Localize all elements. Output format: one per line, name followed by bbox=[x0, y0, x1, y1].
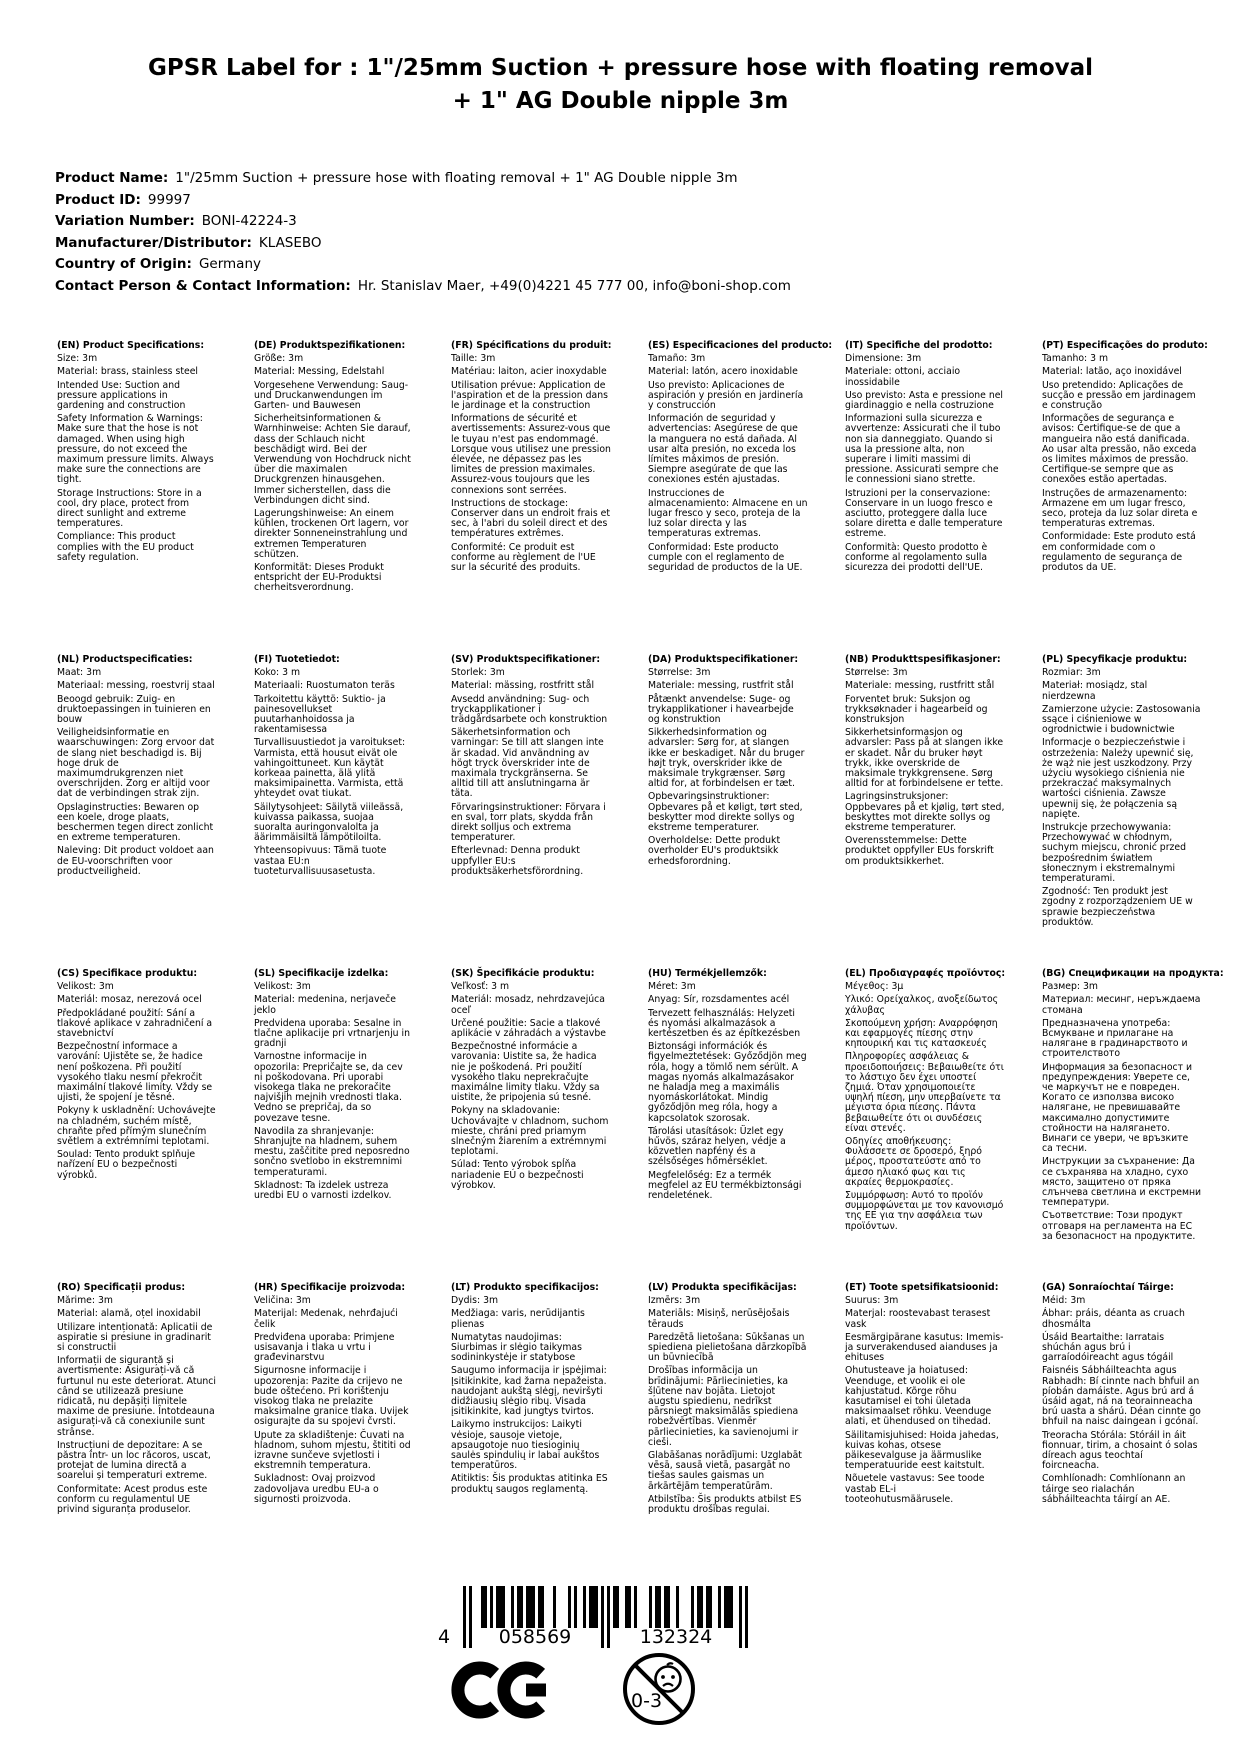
lang-block-paragraph: Conformité: Ce produit est conforme au règlement de l'UE sur la sécurité des produits. bbox=[451, 541, 596, 574]
lang-block-paragraph: Avsedd användning: Sug- och tryckapplikationer i trädgårdsarbete och konstruktion bbox=[451, 693, 608, 726]
lang-block-paragraph: Matériau: laiton, acier inoxydable bbox=[451, 366, 607, 378]
lang-block-paragraph: Opslaginstructies: Bewaren op een koele, droge plaats, beschermen tegen direct zonlicht en extreme temperaturen. bbox=[57, 801, 214, 844]
lang-block-header: (DE) Produktspezifikationen: bbox=[254, 340, 406, 351]
lang-block-paragraph: Súlad: Tento výrobok spĺňa nariadenie EÚ o bezpečnosti výrobkov. bbox=[451, 1159, 584, 1191]
lang-block-header: (DA) Produktspecifikationer: bbox=[648, 654, 799, 665]
language-grid bbox=[57, 340, 1224, 1597]
lang-block-paragraph: Koko: 3 m bbox=[254, 667, 301, 679]
lang-block-paragraph: Πληροφορίες ασφάλειας & προειδοποιήσεις: Βεβαιωθείτε ότι το λάστιχο δεν έχει υποστεί ζημιά. Όταν χρησιμοποιείτε υψηλή πίεση, μην υπερβαίνετε τα μέγιστα όρια πίεσης. Πάντα βεβαιωθείτε ότι οι συνδέσεις είναι στενές. bbox=[845, 1051, 1004, 1134]
lang-block-paragraph: Uso pretendido: Aplicações de sucção e pressão em jardinagem e construção bbox=[1042, 379, 1196, 412]
lang-block-paragraph: Úsáid Beartaithe: Iarratais shúchán agus brú i garraíodóireacht agus tógáil bbox=[1042, 1331, 1174, 1364]
lang-block-paragraph: Información de seguridad y advertencias: Asegúrese de que la manguera no está dañada. Al usar alta presión, no exceda los límites máximos de presión. Siempre asegúrate de que las conexiones estén ajustadas. bbox=[648, 413, 798, 486]
lang-block-paragraph: Méret: 3m bbox=[648, 981, 696, 993]
lang-block-paragraph: Informazioni sulla sicurezza e avvertenze: Assicurati che il tubo non sia danneggiato. Quando si usa la pressione alta, non superare i limiti massimi di pressione. Assicurati sempre che le connessioni siano strette. bbox=[845, 413, 1001, 486]
lang-block-paragraph: Materiał: mosiądz, stal nierdzewna bbox=[1042, 680, 1148, 702]
lang-block-paragraph: Размер: 3m bbox=[1042, 981, 1098, 993]
lang-block-paragraph: Størrelse: 3m bbox=[648, 667, 711, 679]
lang-block-paragraph: Lagringsinstruksjoner: Oppbevares på et kjølig, tørt sted, beskyttes mot direkte sollys og ekstreme temperaturer. bbox=[845, 791, 1005, 834]
barcode-digit-first: 4 bbox=[438, 1626, 451, 1648]
lang-block-paragraph: Conformidad: Este producto cumple con el reglamento de seguridad de productos de la UE. bbox=[648, 541, 803, 574]
lang-block-paragraph: Faisnéis Sábháilteachta agus Rabhadh: Bí cinnte nach bhfuil an píobán damáiste. Agus brú ard á úsáid agat, ná na teorainneacha brú uasta a shárú. Déan cinnte go bhfuil na naisc daingean i gcónaí. bbox=[1042, 1365, 1201, 1428]
lang-block-paragraph: Maat: 3m bbox=[57, 667, 102, 679]
lang-block-paragraph: Naleving: Dit product voldoet aan de EU-voorschriften voor productveiligheid. bbox=[57, 845, 214, 877]
lang-block-paragraph: Materiaal: messing, roestvrij staal bbox=[57, 680, 215, 692]
lang-block-paragraph: Tervezett felhasználás: Helyzeti és nyomási alkalmazások a kertészetben és az építkezésben bbox=[648, 1007, 801, 1040]
lang-block-paragraph: Størrelse: 3m bbox=[845, 667, 908, 679]
lang-block-hu bbox=[648, 969, 808, 1283]
lang-block-paragraph: Veiligheidsinformatie en waarschuwingen: Zorg ervoor dat de slang niet beschadigd is. Bij hoge druk de maximumdrukgrenzen niet overschrijden. Zorg er altijd voor dat de verbindingen strak zijn. bbox=[57, 727, 215, 800]
product-info-label: Product ID: bbox=[55, 191, 141, 208]
lang-block-paragraph: Förvaringsinstruktioner: Förvara i en sval, torr plats, skydda från direkt solljus och extrema temperaturer. bbox=[451, 801, 606, 844]
lang-block-paragraph: Instruções de armazenamento: Armazene em um lugar fresco, seco, proteja da luz solar direta e temperaturas extremas. bbox=[1042, 487, 1198, 530]
product-info-value: BONI-42224-3 bbox=[201, 213, 297, 229]
lang-block-paragraph: Numatytas naudojimas: Siurbimas ir slėgio taikymas sodininkystėje ir statybose bbox=[451, 1331, 582, 1364]
lang-block-paragraph: Bezpečnostné informácie a varovania: Uistite sa, že hadica nie je poškodená. Pri použití vysokého tlaku neprekračujte maximálne limity tlaku. Vždy sa uistite, že pripojenia sú tesné. bbox=[451, 1041, 600, 1104]
lang-block-paragraph: Forventet bruk: Suksjon og trykksøknader i hagearbeid og konstruksjon bbox=[845, 693, 988, 726]
product-info-row bbox=[55, 276, 1185, 298]
lang-block-header: (ET) Toote spetsifikatsioonid: bbox=[845, 1282, 999, 1293]
lang-block-header: (EN) Product Specifications: bbox=[57, 340, 205, 351]
lang-block-header: (SK) Špecifikácie produktu: bbox=[451, 968, 595, 979]
lang-block-paragraph: Určené použitie: Sacie a tlakové aplikácie v záhradách a výstavbe bbox=[451, 1017, 607, 1040]
barcode-digits-left: 058569 bbox=[498, 1626, 572, 1648]
lang-block-paragraph: Skladnost: Ta izdelek ustreza uredbi EU o varnosti izdelkov. bbox=[254, 1179, 392, 1202]
lang-block-paragraph: Suurus: 3m bbox=[845, 1295, 899, 1307]
product-info-value: 1"/25mm Suction + pressure hose with floating removal + 1" AG Double nipple 3m bbox=[175, 170, 738, 186]
lang-block-paragraph: Съответствие: Този продукт отговаря на регламента на ЕС за безопасност на продуктите. bbox=[1042, 1210, 1196, 1242]
lang-block-paragraph: Dydis: 3m bbox=[451, 1295, 499, 1307]
lang-block-sl bbox=[254, 969, 414, 1283]
lang-block-paragraph: Instrucțiuni de depozitare: A se păstra într- un loc răcoros, uscat, protejat de lumina directă a soarelui și temperaturi extreme. bbox=[57, 1439, 211, 1482]
product-info-value: Hr. Stanislav Maer, +49(0)4221 45 777 00, info@boni-shop.com bbox=[357, 277, 791, 294]
lang-block-da bbox=[648, 655, 808, 969]
lang-block-paragraph: Pokyny na skladovanie: Uchovávajte v chladnom, suchom mieste, chráni pred priamym slnečným žiarením a extrémnymi teplotami. bbox=[451, 1105, 609, 1158]
lang-block-paragraph: Σκοπούμενη χρήση: Αναρρόφηση και εφαρμογές πίεσης στην κηπουρική και τις κατασκευές bbox=[845, 1017, 998, 1050]
lang-block-paragraph: Materijal: Medenak, nehrđajući čelik bbox=[254, 1308, 398, 1330]
lang-block-paragraph: Soulad: Tento produkt splňuje nařízení EU o bezpečnosti výrobků. bbox=[57, 1149, 196, 1181]
ean-barcode bbox=[438, 1586, 758, 1656]
lang-block-sv bbox=[451, 655, 611, 969]
lang-block-fr bbox=[451, 341, 611, 655]
lang-block-paragraph: Информация за безопасност и предупреждения: Уверете се, че маркучът не е повреден. Когато се използва високо налягане, не превишавайте максимално допустимите стойности на налягането. Винаги се увери, че връзките са тесни. bbox=[1042, 1061, 1193, 1155]
lang-block-paragraph: Påtænkt anvendelse: Suge- og trykapplikationer i havearbejde og konstruktion bbox=[648, 693, 794, 726]
lang-block-paragraph: Material: brass, stainless steel bbox=[57, 366, 198, 378]
lang-block-paragraph: Material: Messing, Edelstahl bbox=[254, 366, 385, 378]
lang-block-el bbox=[845, 969, 1005, 1283]
lang-block-header: (HU) Termékjellemzők: bbox=[648, 968, 767, 979]
lang-block-paragraph: Saugumo informacija ir įspėjimai: Įsitikinkite, kad žarna nepažeista. naudojant aukštą slėgį, neviršyti didžiausių slėgio ribų. Visada įsitikinkite, kad jungtys tvirtos. bbox=[451, 1365, 607, 1418]
lang-block-paragraph: Vorgesehene Verwendung: Saug- und Druckanwendungen im Garten- und Bauwesen bbox=[254, 379, 409, 412]
lang-block-ga bbox=[1042, 1283, 1202, 1597]
lang-block-paragraph: Megfelelőség: Ez a termék megfelel az EU termékbiztonsági rendeletének. bbox=[648, 1169, 802, 1202]
lang-block-paragraph: Sukladnost: Ovaj proizvod zadovoljava uredbu EU-a o sigurnosti proizvoda. bbox=[254, 1473, 379, 1505]
lang-block-paragraph: Οδηγίες αποθήκευσης: Φυλάσσετε σε δροσερό, ξηρό μέρος, προστατεύστε από το άμεσο ηλιακό φως και τις ακραίες θερμοκρασίες. bbox=[845, 1136, 982, 1188]
lang-block-paragraph: Sikkerhedsinformation og advarsler: Sørg for, at slangen ikke er beskadiget. Når du bruger højt tryk, overskrider ikke de maksimale trykgrænser. Sørg altid for, at forbindelsen er tæt. bbox=[648, 727, 805, 790]
lang-block-paragraph: Uso previsto: Asta e pressione nel giardinaggio e nella costruzione bbox=[845, 389, 1004, 412]
lang-block-bg bbox=[1042, 968, 1224, 1283]
product-info-row bbox=[55, 190, 1185, 212]
lang-block-nl bbox=[57, 655, 217, 969]
lang-block-paragraph: Conformidade: Este produto está em conformidade com o regulamento de segurança de produtos da UE. bbox=[1042, 531, 1196, 574]
lang-block-header: (FI) Tuotetiedot: bbox=[254, 654, 340, 665]
product-info-row bbox=[55, 211, 1185, 233]
lang-block-paragraph: Material: latón, acero inoxidable bbox=[648, 366, 798, 378]
lang-block-paragraph: Материал: месинг, неръждаема стомана bbox=[1042, 994, 1201, 1016]
lang-block-paragraph: Medžiaga: varis, nerūdijantis plienas bbox=[451, 1308, 585, 1330]
lang-block-paragraph: Materiál: mosadz, nehrdzavejúca oceľ bbox=[451, 994, 605, 1016]
product-info-row bbox=[55, 168, 1185, 190]
lang-block-paragraph: Biztonsági információk és figyelmeztetések: Győződjön meg róla, hogy a tömlő nem sérült. A magas nyomás alkalmazásakor ne haladja meg a maximális nyomáskorlátokat. Mindig győződjön meg róla, hogy a kapcsolatok szorosak. bbox=[648, 1041, 807, 1124]
lang-block-paragraph: Compliance: This product complies with the EU product safety regulation. bbox=[57, 531, 194, 563]
lang-block-header: (NB) Produkttspesifikasjoner: bbox=[845, 654, 1001, 665]
lang-block-paragraph: Conformitate: Acest produs este conform cu regulamentul UE privind siguranța produselor. bbox=[57, 1483, 208, 1516]
product-info-label: Country of Origin: bbox=[55, 256, 192, 272]
lang-block-paragraph: Velikost: 3m bbox=[57, 981, 114, 993]
lang-block-paragraph: Rozmiar: 3m bbox=[1042, 667, 1101, 679]
lang-block-paragraph: Paredzētā lietošana: Sūkšanas un spiediena pielietošana dārzkopībā un būvniecībā bbox=[648, 1331, 807, 1364]
lang-block-paragraph: Konformität: Dieses Produkt entspricht der EU-Produktsi cherheitsverordnung. bbox=[254, 562, 384, 594]
product-info-label: Product Name: bbox=[55, 170, 169, 186]
lang-block-paragraph: Ohutusteave ja hoiatused: Veenduge, et voolik ei ole kahjustatud. Kõrge rõhu kasutamisel ei tohi ületada maksimaalset rõhku. Veenduge alati, et ühendused on tihedad. bbox=[845, 1365, 992, 1428]
lang-block-it bbox=[845, 341, 1005, 655]
page-title-text: GPSR Label for : 1"/25mm Suction + pressure hose with floating removal + 1" AG Double nipple 3m bbox=[147, 55, 1094, 114]
lang-block-paragraph: Drošības informācija un brīdinājumi: Pārliecinieties, ka šļūtene nav bojāta. Lietojot augstu spiedienu, nedrīkst pārsniegt maksimālās spiediena robežvērtības. Vienmēr pārliecinieties, ka savienojumi ir cieši. bbox=[648, 1365, 799, 1448]
lang-block-paragraph: Size: 3m bbox=[57, 353, 98, 365]
lang-block-paragraph: Předpokládané použití: Sání a tlakové aplikace v zahradničení a stavebnictví bbox=[57, 1007, 213, 1040]
lang-block-paragraph: Intended Use: Suction and pressure applications in gardening and construction bbox=[57, 379, 186, 412]
lang-block-paragraph: Zamierzone użycie: Zastosowania ssące i ciśnieniowe w ogrodnictwie i budownictwie bbox=[1042, 703, 1201, 736]
lang-block-paragraph: Treoracha Stórála: Stóráil in áit fionnuar, tirim, a chosaint ó solas díreach agus teochtaí foircneacha. bbox=[1042, 1429, 1198, 1472]
lang-block-hr bbox=[254, 1283, 414, 1597]
lang-block-pl bbox=[1042, 655, 1202, 969]
lang-block-paragraph: Nõuetele vastavus: See toode vastab EL-i tooteohutusmäärusele. bbox=[845, 1473, 985, 1505]
page-title bbox=[0, 52, 1241, 118]
lang-block-paragraph: Utilisation prévue: Application de l'aspiration et de la pression dans le jardinage et la construction bbox=[451, 379, 608, 412]
lang-block-header: (HR) Specifikacije proizvoda: bbox=[254, 1282, 406, 1293]
lang-block-paragraph: Tárolási utasítások: Üzlet egy hűvös, száraz helyen, védje a közvetlen napfény és a szélsőséges hőmérséklet. bbox=[648, 1125, 786, 1168]
lang-block-header: (CS) Specifikace produktu: bbox=[57, 968, 198, 979]
lang-block-paragraph: Предназначена употреба: Всмукване и прилагане на налягане в градинарството и строителството bbox=[1042, 1017, 1188, 1060]
lang-block-header: (RO) Specificații produs: bbox=[57, 1282, 186, 1293]
product-info-value: Germany bbox=[198, 256, 261, 272]
lang-block-header: (SV) Produktspecifikationer: bbox=[451, 654, 601, 665]
lang-block-header: (PT) Especificações do produto: bbox=[1042, 340, 1208, 351]
product-info-label: Contact Person & Contact Information: bbox=[55, 277, 351, 294]
product-info-label: Manufacturer/Distributor: bbox=[55, 234, 252, 251]
age-warning-label: 0-3 bbox=[631, 1690, 663, 1712]
product-info-label: Variation Number: bbox=[55, 213, 195, 229]
lang-block-paragraph: Instrucciones de almacenamiento: Almacene en un lugar fresco y seco, proteja de la luz solar directa y las temperaturas extremas. bbox=[648, 487, 808, 540]
lang-block-paragraph: Material: latão, aço inoxidável bbox=[1042, 366, 1182, 378]
lang-block-en bbox=[57, 341, 217, 655]
product-info-row bbox=[55, 233, 1185, 255]
lang-block-paragraph: Инструкции за съхранение: Да се съхранява на хладно, сухо място, защитено от пряка слънчева светлина и екстремни температури. bbox=[1042, 1156, 1202, 1209]
lang-block-paragraph: Uso previsto: Aplicaciones de aspiración y presión en jardinería y construcción bbox=[648, 379, 804, 412]
lang-block-paragraph: Turvallisuustiedot ja varoitukset: Varmista, että housut eivät ole vahingoittuneet. Kun käytät korkeaa painetta, älä ylitä maksimipainetta. Varmista, että yhteydet ovat tiukat. bbox=[254, 737, 406, 800]
lang-block-paragraph: Säkerhetsinformation och varningar: Se till att slangen inte är skadad. Vid användning av högt tryck överskrider inte de maximala tryckgränserna. Se alltid till att anslutningarna är täta. bbox=[451, 727, 604, 800]
lang-block-et bbox=[845, 1283, 1005, 1597]
lang-block-paragraph: Comhlíonadh: Comhlíonann an táirge seo rialachán sábháilteachta táirgí an AE. bbox=[1042, 1473, 1186, 1505]
lang-block-paragraph: Overensstemmelse: Dette produktet oppfyller EUs forskrift om produktsikkerhet. bbox=[845, 835, 994, 867]
lang-block-paragraph: Materiál: mosaz, nerezová ocel bbox=[57, 994, 202, 1006]
lang-block-paragraph: Materiale: messing, rustfritt stål bbox=[845, 680, 995, 692]
lang-block-paragraph: Bezpečnostní informace a varování: Ujistěte se, že hadice není poškozena. Při použití vysokého tlaku nesmí překročit maximální tlakové limity. Vždy se ujisti, že spojení je těsné. bbox=[57, 1041, 213, 1104]
lang-block-paragraph: Συμμόρφωση: Αυτό το προϊόν συμμορφώνεται με τον κανονισμό της ΕΕ για την ασφάλεια των προϊόντων. bbox=[845, 1190, 1004, 1232]
lang-block-paragraph: Velikost: 3m bbox=[254, 981, 311, 993]
lang-block-paragraph: Sikkerhetsinformasjon og advarsler: Pass på at slangen ikke er skadet. Når du bruker høyt trykk, ikke overskride de maksimale trykkgrensene. Sørg alltid for at forbindelsene er tette. bbox=[845, 727, 1004, 790]
product-info bbox=[55, 168, 1185, 297]
lang-block-paragraph: Atbilstība: Šis produkts atbilst ES produktu drošības regulai. bbox=[648, 1493, 802, 1516]
lang-block-paragraph: Informations de sécurité et avertissements: Assurez-vous que le tuyau n'est pas endommagé. Lorsque vous utilisez une pression élevée, ne dépassez pas les limites de pression maximales. Assurez-vous toujours que les connexions sont serrées. bbox=[451, 413, 611, 496]
lang-block-pt bbox=[1042, 340, 1208, 655]
lang-block-paragraph: Taille: 3m bbox=[451, 353, 496, 365]
lang-block-paragraph: Material: alamă, oțel inoxidabil bbox=[57, 1308, 201, 1320]
lang-block-paragraph: Méid: 3m bbox=[1042, 1295, 1086, 1307]
lang-block-paragraph: Storage Instructions: Store in a cool, dry place, protect from direct sunlight and extreme temperatures. bbox=[57, 487, 202, 530]
lang-block-paragraph: Beoogd gebruik: Zuig- en druktoepassingen in tuinieren en bouw bbox=[57, 693, 211, 726]
lang-block-paragraph: Laikymo instrukcijos: Laikyti vėsioje, sausoje vietoje, apsaugotoje nuo tiesioginių saulės spindulių ir labai aukštos temperatūros. bbox=[451, 1419, 600, 1472]
lang-block-paragraph: Lagerungshinweise: An einem kühlen, trockenen Ort lagern, vor direkter Sonneneinstrahlung und extremen Temperaturen schützen. bbox=[254, 508, 409, 560]
lang-block-paragraph: Conformità: Questo prodotto è conforme al regolamento sulla sicurezza dei prodotti dell'UE. bbox=[845, 541, 988, 574]
lang-block-paragraph: Anyag: Sír, rozsdamentes acél bbox=[648, 994, 790, 1006]
product-info-value: KLASEBO bbox=[258, 234, 322, 251]
lang-block-paragraph: Materiale: messing, rustfrit stål bbox=[648, 680, 794, 692]
lang-block-header: (IT) Specifiche del prodotto: bbox=[845, 340, 993, 351]
lang-block-lv bbox=[648, 1283, 808, 1597]
lang-block-sk bbox=[451, 969, 611, 1283]
lang-block-paragraph: Material: mässing, rostfritt stål bbox=[451, 680, 595, 692]
lang-block-paragraph: Upute za skladištenje: Čuvati na hladnom, suhom mjestu, štititi od izravne sunčeve svjetlosti i ekstremnih temperatura. bbox=[254, 1429, 411, 1472]
lang-block-paragraph: Overholdelse: Dette produkt overholder EU's produktsikk erhedsforordning. bbox=[648, 835, 781, 867]
lang-block-header: (ES) Especificaciones del producto: bbox=[648, 340, 833, 351]
lang-block-es bbox=[648, 340, 833, 655]
lang-block-paragraph: Utilizare intenționată: Aplicatii de aspiratie si presiune in gradinarit si constructii bbox=[57, 1321, 213, 1354]
lang-block-header: (SL) Specifikacije izdelka: bbox=[254, 968, 389, 979]
lang-block-paragraph: Ábhar: práis, déanta as cruach dhosmálta bbox=[1042, 1308, 1185, 1330]
lang-block-paragraph: Säilitamisjuhised: Hoida jahedas, kuivas kohas, otsese päikesevalguse ja äärmuslike temperatuuride eest kaitstult. bbox=[845, 1429, 999, 1472]
lang-block-paragraph: Materiaali: Ruostumaton teräs bbox=[254, 680, 395, 692]
lang-block-paragraph: Istruzioni per la conservazione: Conservare in un luogo fresco e asciutto, proteggere dalla luce solare diretta e dalle temperature estreme. bbox=[845, 487, 1003, 540]
lang-block-paragraph: Efterlevnad: Denna produkt uppfyller EU:s produktsäkerhetsförordning. bbox=[451, 845, 584, 877]
lang-block-paragraph: Dimensione: 3m bbox=[845, 353, 922, 365]
lang-block-paragraph: Opbevaringsinstruktioner: Opbevares på et køligt, tørt sted, beskytter mod direkte sollys og ekstreme temperaturer. bbox=[648, 791, 803, 834]
age-warning-0-3-icon bbox=[620, 1650, 698, 1728]
lang-block-paragraph: Zgodność: Ten produkt jest zgodny z rozporządzeniem UE w sprawie bezpieczeństwa produktów. bbox=[1042, 886, 1193, 928]
lang-block-paragraph: Informações de segurança e avisos: Certifique-se de que a mangueira não está danificada. Ao usar alta pressão, não exceda os limites máximos de pressão. Certifique-se sempre que as conexões estão apertadas. bbox=[1042, 413, 1197, 486]
lang-block-paragraph: Material: medenina, nerjaveče jeklo bbox=[254, 994, 396, 1016]
lang-block-paragraph: Materiāls: Misiņš, nerūsējošais tērauds bbox=[648, 1308, 790, 1330]
lang-block-lt bbox=[451, 1283, 611, 1597]
lang-block-paragraph: Yhteensopivuus: Tämä tuote vastaa EU:n tuoteturvallisuusasetusta. bbox=[254, 845, 387, 877]
lang-block-header: (LV) Produkta specifikācijas: bbox=[648, 1282, 797, 1293]
lang-block-paragraph: Größe: 3m bbox=[254, 353, 304, 365]
lang-block-paragraph: Instructions de stockage: Conserver dans un endroit frais et sec, à l'abri du soleil direct et des températures extrêmes. bbox=[451, 497, 611, 540]
lang-block-paragraph: Materjal: roostevabast terasest vask bbox=[845, 1308, 991, 1330]
lang-block-paragraph: Predviđena uporaba: Primjene usisavanja i tlaka u vrtu i građevinarstvu bbox=[254, 1331, 395, 1364]
lang-block-paragraph: Tamaño: 3m bbox=[648, 353, 706, 365]
lang-block-paragraph: Eesmärgipärane kasutus: Imemis- ja surverakendused aianduses ja ehituses bbox=[845, 1331, 1004, 1364]
lang-block-de bbox=[254, 341, 414, 655]
product-info-row bbox=[55, 254, 1185, 276]
lang-block-ro bbox=[57, 1283, 217, 1597]
lang-block-fi bbox=[254, 655, 414, 969]
product-info-value: 99997 bbox=[147, 191, 191, 208]
lang-block-paragraph: Storlek: 3m bbox=[451, 667, 505, 679]
ce-mark-icon bbox=[450, 1658, 550, 1722]
lang-block-paragraph: Tarkoitettu käyttö: Suktio- ja painesovellukset puutarhanhoidossa ja rakentamisessa bbox=[254, 693, 386, 736]
lang-block-paragraph: Safety Information & Warnings: Make sure that the hose is not damaged. When using high pressure, do not exceed the maximum pressure limits. Always make sure the connections are tight. bbox=[57, 413, 214, 486]
lang-block-header: (NL) Productspecificaties: bbox=[57, 654, 193, 665]
barcode-digits-right: 132324 bbox=[639, 1626, 713, 1648]
lang-block-header: (FR) Spécifications du produit: bbox=[451, 340, 612, 351]
lang-block-paragraph: Μέγεθος: 3μ bbox=[845, 981, 904, 993]
lang-block-paragraph: Pokyny k uskladnění: Uchovávejte na chladném, suchém místě, chraňte před přímým slunečním světlem a extrémními teplotami. bbox=[57, 1105, 216, 1148]
lang-block-paragraph: Mărime: 3m bbox=[57, 1295, 113, 1307]
lang-block-header: (LT) Produkto specifikacijos: bbox=[451, 1282, 599, 1293]
lang-block-paragraph: Materiale: ottoni, acciaio inossidabile bbox=[845, 366, 961, 388]
lang-block-paragraph: Säilytysohjeet: Säilytä viileässä, kuivassa paikassa, suojaa suoralta auringonvalolta ja äärimmäisiltä lämpötiloilta. bbox=[254, 801, 404, 844]
lang-block-paragraph: Glabāšanas norādījumi: Uzglabāt vēsā, sausā vietā, pasargāt no tiešas saules gaismas un ārkārtējām temperatūrām. bbox=[648, 1450, 802, 1492]
lang-block-paragraph: Informacje o bezpieczeństwie i ostrzeżenia: Należy upewnić się, że wąż nie jest uszkodzony. Przy użyciu wysokiego ciśnienia nie przekraczać maksymalnych wartości ciśnienia. Zawsze upewnij się, że połączenia są napięte. bbox=[1042, 737, 1194, 820]
lang-block-paragraph: Izmērs: 3m bbox=[648, 1295, 701, 1307]
lang-block-header: (BG) Спецификации на продукта: bbox=[1042, 968, 1224, 979]
lang-block-paragraph: Sicherheitsinformationen & Warnhinweise: Achten Sie darauf, dass der Schlauch nicht beschädigt wird. Bei der Verwendung von Hochdruck nicht über die maximalen Druckgrenzen hinausgehen. Immer sicherstellen, dass die Verbindungen dicht sind. bbox=[254, 413, 411, 506]
lang-block-header: (PL) Specyfikacje produktu: bbox=[1042, 654, 1188, 665]
lang-block-header: (EL) Προδιαγραφές προϊόντος: bbox=[845, 968, 1006, 979]
lang-block-cs bbox=[57, 969, 217, 1283]
lang-block-paragraph: Instrukcje przechowywania: Przechowywać w chłodnym, suchym miejscu, chronić przed bezpośrednim światłem słonecznym i ekstremalnymi temperaturami. bbox=[1042, 822, 1187, 885]
lang-block-paragraph: Atitiktis: Šis produktas atitinka ES produktų saugos reglamentą. bbox=[451, 1473, 608, 1495]
lang-block-paragraph: Navodila za shranjevanje: Shranjujte na hladnem, suhem mestu, zaščitite pred neposredno sončno svetlobo in ekstremnimi temperaturami. bbox=[254, 1125, 410, 1178]
lang-block-paragraph: Sigurnosne informacije i upozorenja: Pazite da crijevo ne bude oštećeno. Pri korištenju visokog tlaka ne prelazite maksimalne granice tlaka. Uvijek osigurajte da su spojevi čvrsti. bbox=[254, 1365, 409, 1428]
lang-block-paragraph: Varnostne informacije in opozorila: Prepričajte se, da cev ni poškodovana. Pri uporabi visokega tlaka ne prekoračite najvišjih mejnih vrednosti tlaka. Vedno se prepričaj, da so povezave tesne. bbox=[254, 1051, 403, 1124]
lang-block-paragraph: Predvidena uporaba: Sesalne in tlačne aplikacije pri vrtnarjenju in gradnji bbox=[254, 1017, 410, 1050]
lang-block-paragraph: Υλικό: Ορείχαλκος, ανοξείδωτος χάλυβας bbox=[845, 994, 999, 1016]
lang-block-paragraph: Informații de siguranță și avertismente: Asigurați-vă că furtunul nu este deteriorat. Atunci când se utilizează presiune ridicată, nu depășiți limitele maxime de presiune. Întotdeauna asigurați-vă că conexiunile sunt strânse. bbox=[57, 1355, 216, 1438]
lang-block-paragraph: Veľkosť: 3 m bbox=[451, 981, 510, 993]
lang-block-paragraph: Veličina: 3m bbox=[254, 1295, 311, 1307]
lang-block-header: (GA) Sonraíochtaí Táirge: bbox=[1042, 1282, 1174, 1293]
lang-block-nb bbox=[845, 655, 1005, 969]
lang-block-paragraph: Tamanho: 3 m bbox=[1042, 353, 1109, 365]
